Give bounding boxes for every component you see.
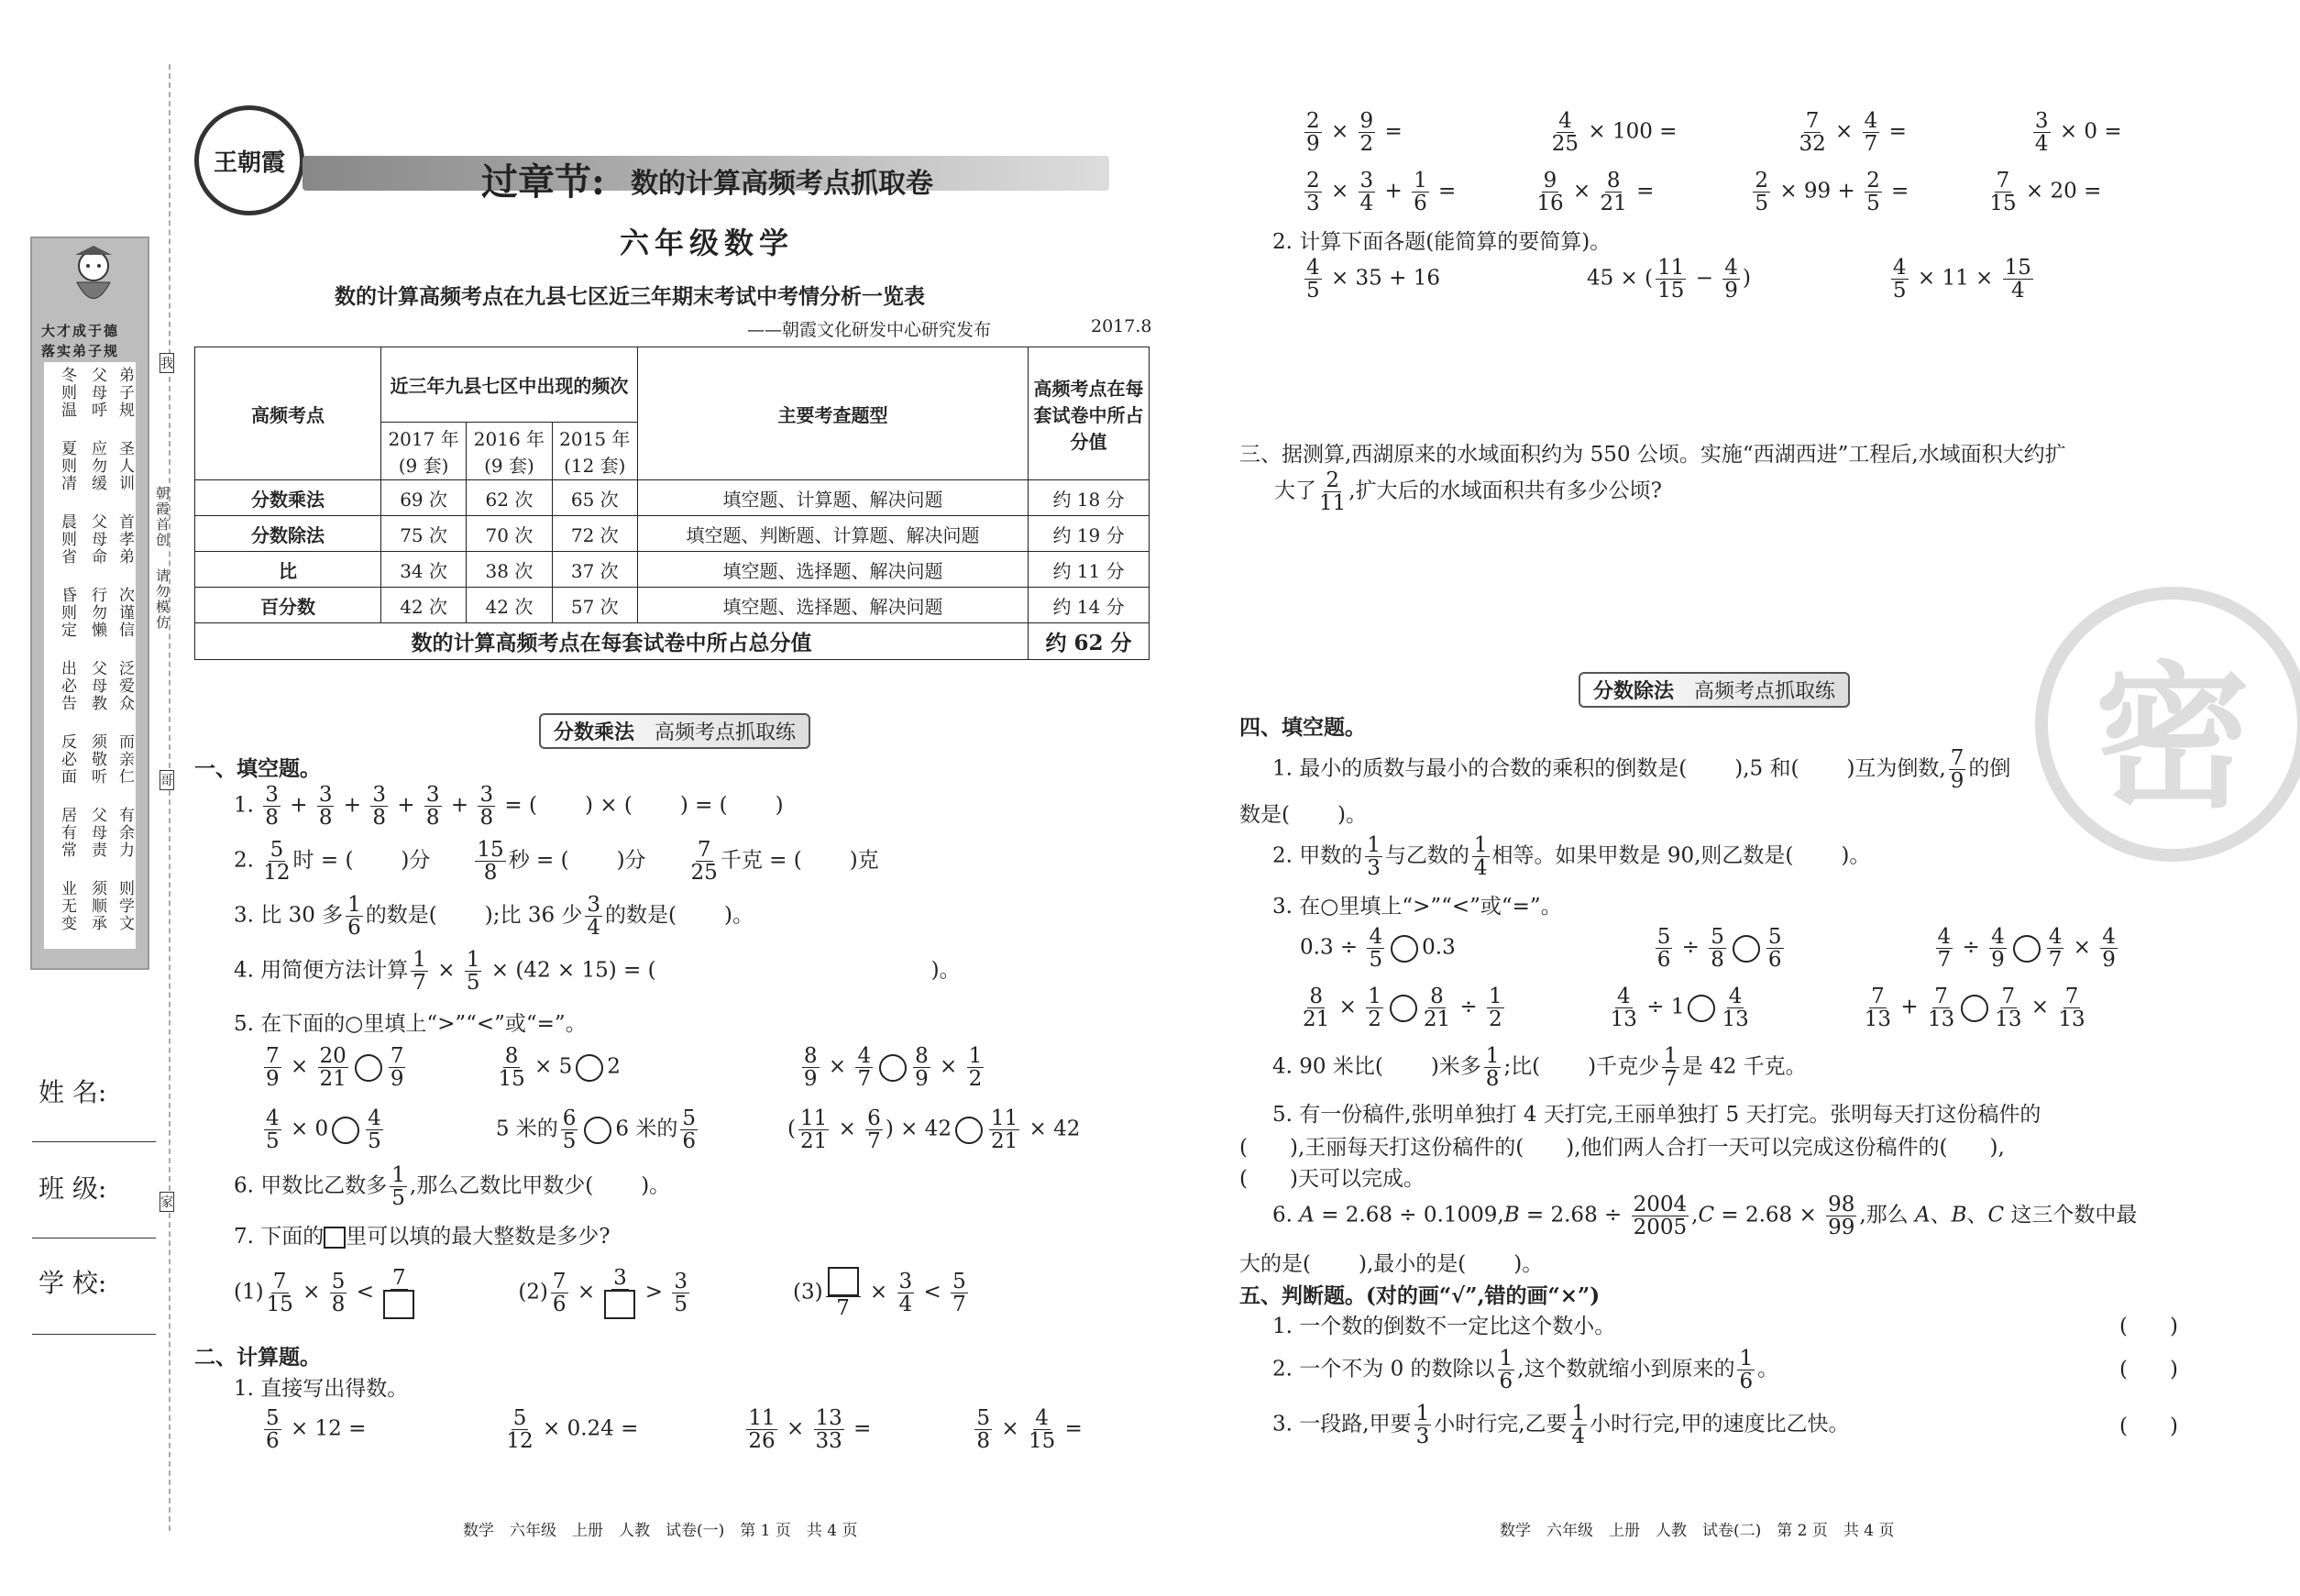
name-field[interactable] [32, 1141, 156, 1142]
q4-3-row1: 0.3 ÷ $\frac{4}{5}$ 0.3 $\frac{5}{6}$ ÷ $\frac{5}{8}$ $\frac{5}{6}$ $\frac{4}{7}$ ÷ $\frac{4}{9}$ $\frac{4}{7}$ × $\frac{4}{9}$ [1300, 925, 2116, 973]
sidebar-verse: 夏则凊 [58, 440, 76, 492]
binding-mark-3: 家 [160, 1192, 174, 1212]
sidebar-verse: 业无变 [58, 880, 76, 932]
q4-1-cont: 数是( )。 [1239, 803, 1367, 827]
section-5-title: 五、判断题。(对的画“√”,错的画“×”) [1239, 1283, 1601, 1308]
seal-text-1: 朝霞首创 [154, 486, 171, 548]
q1-7-row: (1) $\frac{7}{15}$ × $\frac{5}{8}$ < 7 (2) $\frac{7}{6}$ × 3 > $\frac{3}{5}$ (3) 7 × $\frac{3}{4}$ < $\frac{5}{7}$ [234, 1266, 966, 1320]
q4-5-c: ( )天可以完成。 [1239, 1167, 1425, 1191]
table-cell: 约 19 分 [1029, 516, 1150, 552]
table-cell: 填空题、选择题、解决问题 [637, 552, 1028, 588]
fold-line [169, 64, 171, 1531]
table-cell: 69 次 [380, 480, 466, 516]
source-note: ——朝霞文化研发中心研究发布 [747, 320, 992, 340]
section-3-line-1: 三、据测算,西湖原来的水域面积约为 550 公顷。实施“西湖西进”工程后,水域面积大约扩 [1239, 443, 2066, 467]
sidebar-verse: 次谨信 [116, 587, 134, 639]
q4-1: 1. 最小的质数与最小的合数的乘积的倒数是( ),5 和( )互为倒数, $\frac{7}{9}$ 的倒 [1272, 746, 2011, 794]
sidebar-verse: 圣人训 [116, 440, 134, 492]
th-score: 高频考点在每套试卷中所占分值 [1029, 347, 1150, 480]
q1-2: 2. $\frac{5}{12}$ 时 = ( )分 $\frac{15}{8}$ 秒 = ( )分 $\frac{7}{25}$ 千克 = ( )克 [234, 838, 879, 886]
sidebar-verse: 父母责 [88, 807, 106, 859]
sidebar-verse: 父母教 [88, 660, 106, 712]
brand-logo [194, 105, 304, 215]
calc-row-1: $\frac{2}{9}$ × $\frac{9}{2}$ = $\frac{4}{25}$ × 100 = $\frac{7}{32}$ × $\frac{4}{7}$ = $\frac{3}{4}$ × 0 = [1306, 109, 2122, 157]
th-type: 主要考查题型 [637, 347, 1028, 480]
mascot-image [57, 246, 130, 314]
section-tag-divide [1579, 672, 1850, 708]
table-row [195, 588, 1150, 623]
sidebar-verse: 居有常 [58, 807, 76, 859]
table-cell: 72 次 [552, 516, 637, 552]
table-title: 数的计算高频考点在九县七区近三年期末考试中考情分析一览表 [335, 284, 925, 309]
section-4-title: 四、填空题。 [1239, 715, 1366, 740]
tag-bold-multiply: 分数乘法 [554, 721, 635, 744]
sidebar-verse: 应勿缓 [88, 440, 106, 492]
q4-3: 3. 在○里填上“>”“<”或“=”。 [1272, 895, 1562, 919]
table-cell: 65 次 [552, 480, 637, 516]
tag-text-multiply: 高频考点抓取练 [655, 721, 797, 744]
q4-2: 2. 甲数的 $\frac{1}{3}$ 与乙数的 $\frac{1}{4}$ 相等。如果甲数是 90,则乙数是( )。 [1272, 833, 1871, 881]
judge-2-answer[interactable]: ( ) [2119, 1358, 2178, 1381]
table-row [195, 516, 1150, 552]
th-2016: 2016 年(9 套) [467, 423, 552, 480]
sidebar-verse: 泛爱众 [116, 660, 134, 712]
sidebar-motto-2: 落实弟子规 [41, 343, 120, 359]
class-label: 班 级: [39, 1173, 107, 1204]
title-main: 过章节: [481, 160, 605, 204]
sidebar-verse: 须顺承 [88, 880, 106, 932]
table-cell: 百分数 [195, 588, 381, 623]
school-field[interactable] [32, 1334, 156, 1335]
sidebar-verse: 昏则定 [58, 587, 76, 639]
title-sub: 数的计算高频考点抓取卷 [631, 168, 933, 200]
q1-6: 6. 甲数比乙数多 $\frac{1}{5}$ ,那么乙数比甲数少( )。 [234, 1163, 671, 1211]
tag-text-divide: 高频考点抓取练 [1694, 680, 1836, 703]
sidebar-verse: 有余力 [116, 807, 134, 859]
table-cell: 填空题、选择题、解决问题 [637, 588, 1028, 623]
th-point: 高频考点 [195, 347, 381, 480]
sidebar-verse: 冬则温 [58, 367, 76, 419]
table-cell: 填空题、判断题、计算题、解决问题 [637, 516, 1028, 552]
sidebar-verse: 父母呼 [88, 367, 106, 419]
binding-mark-2: 哥 [160, 770, 174, 790]
table-cell: 34 次 [380, 552, 466, 588]
sidebar-verse: 反必面 [58, 733, 76, 786]
watermark-seal [2035, 587, 2300, 862]
q1-3: 3. 比 30 多 $\frac{1}{6}$ 的数是( );比 36 少 $\frac{3}{4}$ 的数是( )。 [234, 893, 754, 941]
table-row [195, 552, 1150, 588]
section-2-title: 二、计算题。 [194, 1345, 321, 1370]
tag-bold-divide: 分数除法 [1593, 680, 1675, 703]
q4-3-row2: $\frac{8}{21}$ × $\frac{1}{2}$ $\frac{8}{21}$ ÷ $\frac{1}{2}$ $\frac{4}{13}$ ÷ 1 $\frac{4}{13}$ $\frac{7}{13}$ + $\frac{7}{13}$ $\frac{7}{13}$ × $\frac{7}{13}$ [1303, 985, 2085, 1032]
stats-table [194, 347, 1150, 660]
table-cell: 75 次 [380, 516, 466, 552]
sidebar-verse: 首孝弟 [116, 513, 134, 566]
judge-2: 2. 一个不为 0 的数除以 $\frac{1}{6}$ ,这个数就缩小到原来的 $\frac{1}{6}$ 。 [1272, 1347, 1779, 1394]
judge-3: 3. 一段路,甲要 $\frac{1}{3}$ 小时行完,乙要 $\frac{1}{4}$ 小时行完,甲的速度比乙快。 [1272, 1402, 1850, 1449]
q1-7: 7. 下面的 里可以填的最大整数是多少? [234, 1225, 611, 1249]
school-label: 学 校: [39, 1268, 107, 1298]
table-cell: 70 次 [467, 516, 552, 552]
q1-5-row2: $\frac{4}{5}$ × 0 $\frac{4}{5}$ 5 米的 $\frac{6}{5}$ 6 米的 $\frac{5}{6}$ ( $\frac{11}{21}$ × $\frac{6}{7}$ ) × 42 $\frac{11}{21}$ × 42 [266, 1106, 1081, 1154]
total-value: 约 62 分 [1029, 623, 1150, 660]
sec3-c: ,扩大后的水域面积共有多少公顷? [1348, 479, 1662, 503]
table-cell: 约 14 分 [1029, 588, 1150, 623]
th-2015: 2015 年(12 套) [552, 423, 637, 480]
section-1-title: 一、填空题。 [194, 756, 321, 781]
q4-5-b: ( ),王丽每天打这份稿件的( ),他们两人合打一天可以完成这份稿件的( ), [1239, 1136, 2005, 1160]
name-label: 姓 名: [39, 1077, 107, 1107]
sidebar-verse: 则学文 [116, 880, 134, 932]
table-cell: 约 18 分 [1029, 480, 1150, 516]
sidebar-verse: 须敬听 [88, 733, 106, 786]
sidebar-verse: 而亲仁 [116, 733, 134, 786]
sidebar-verse: 父母命 [88, 513, 106, 566]
brand-name: 王朝霞 [213, 149, 285, 177]
source-year: 2017.8 [1091, 316, 1152, 336]
q4-6: 6. A = 2.68 ÷ 0.1009,B = 2.68 ÷ $\frac{2004}{2005}$ ,C = 2.68 × $\frac{98}{99}$ ,那么 A、B、C 这三个数中最 [1272, 1193, 2138, 1240]
judge-3-answer[interactable]: ( ) [2119, 1414, 2178, 1438]
q1-5: 5. 在下面的○里填上“>”“<”或“=”。 [234, 1012, 587, 1036]
q2-2-title: 2. 计算下面各题(能简算的要简算)。 [1272, 230, 1612, 254]
section-tag-multiply [539, 713, 810, 749]
q4-5-a: 5. 有一份稿件,张明单独打 4 天打完,王丽单独打 5 天打完。张明每天打这份稿件的 [1272, 1103, 2041, 1127]
table-row [195, 480, 1150, 516]
table-cell: 比 [195, 552, 381, 588]
th-freq: 近三年九县七区中出现的频次 [380, 347, 637, 423]
table-cell: 57 次 [552, 588, 637, 623]
sec3-b: 大了 [1274, 479, 1316, 503]
q2-1-row: $\frac{5}{6}$ × 12 = $\frac{5}{12}$ × 0.24 = $\frac{11}{26}$ × $\frac{13}{33}$ = $\frac{5}{8}$ × $\frac{4}{15}$ = [266, 1406, 1083, 1454]
q4-6-cont: 大的是( ),最小的是( )。 [1239, 1252, 1544, 1276]
sidebar-verse: 行勿懒 [88, 587, 106, 639]
table-cell: 37 次 [552, 552, 637, 588]
table-cell: 分数乘法 [195, 480, 381, 516]
section-3-line-2: 大了 $\frac{2}{11}$ ,扩大后的水域面积共有多少公顷? [1274, 468, 1662, 516]
sidebar-verse: 弟子规 [116, 367, 134, 419]
q2-1-title: 1. 直接写出得数。 [234, 1377, 409, 1401]
total-label: 数的计算高频考点在每套试卷中所占总分值 [195, 623, 1029, 660]
sidebar-motto-1: 大才成于德 [41, 323, 120, 339]
table-cell: 42 次 [380, 588, 466, 623]
q4-4: 4. 90 米比( )米多 $\frac{1}{8}$ ;比( )千克少 $\frac{1}{7}$ 是 42 千克。 [1272, 1044, 1807, 1092]
table-cell: 填空题、计算题、解决问题 [637, 480, 1028, 516]
seal-text-2: 请勿模仿 [154, 568, 171, 631]
binding-mark-1: 我 [160, 353, 174, 373]
sidebar-verse: 晨则省 [58, 513, 76, 566]
sidebar-verse: 出必告 [58, 660, 76, 712]
q1-4: 4. 用简便方法计算 $\frac{1}{7}$ × $\frac{1}{5}$ × (42 × 15) = ( )。 [234, 948, 961, 996]
judge-1-answer[interactable]: ( ) [2119, 1315, 2178, 1338]
table-cell: 62 次 [467, 480, 552, 516]
calc-row-3: $\frac{4}{5}$ × 35 + 16 45 × ( $\frac{11}{15}$ − $\frac{4}{9}$ ) $\frac{4}{5}$ × 11 × $\frac{15}{4}$ [1306, 256, 2031, 303]
q1-5-row1: $\frac{7}{9}$ × $\frac{20}{21}$ $\frac{7}{9}$ $\frac{8}{15}$ × 5 2 $\frac{8}{9}$ × $\frac{4}{7}$ $\frac{8}{9}$ × $\frac{1}{2}$ [266, 1044, 983, 1092]
footer-right: 数学 六年级 上册 人教 试卷(二) 第 2 页 共 4 页 [1500, 1522, 1895, 1540]
q1-1: 1. $\frac{3}{8}$ + $\frac{3}{8}$ + $\frac{3}{8}$ + $\frac{3}{8}$ + $\frac{3}{8}$ = ( ) × ( ) = ( ) [234, 783, 784, 831]
footer-left: 数学 六年级 上册 人教 试卷(一) 第 1 页 共 4 页 [463, 1522, 858, 1540]
table-cell: 42 次 [467, 588, 552, 623]
watermark-text: 密 [2094, 645, 2250, 830]
table-cell: 约 11 分 [1029, 552, 1150, 588]
th-2017: 2017 年(9 套) [380, 423, 466, 480]
judge-1: 1. 一个数的倒数不一定比这个数小。 [1272, 1315, 1616, 1338]
calc-row-2: $\frac{2}{3}$ × $\frac{3}{4}$ + $\frac{1}{6}$ = $\frac{9}{16}$ × $\frac{8}{21}$ = $\frac{2}{5}$ × 99 + $\frac{2}{5}$ = $\frac{7}{15}$ × 20 = [1306, 169, 2102, 216]
grade-title: 六年级数学 [620, 226, 795, 260]
table-cell: 38 次 [467, 552, 552, 588]
table-cell: 分数除法 [195, 516, 381, 552]
